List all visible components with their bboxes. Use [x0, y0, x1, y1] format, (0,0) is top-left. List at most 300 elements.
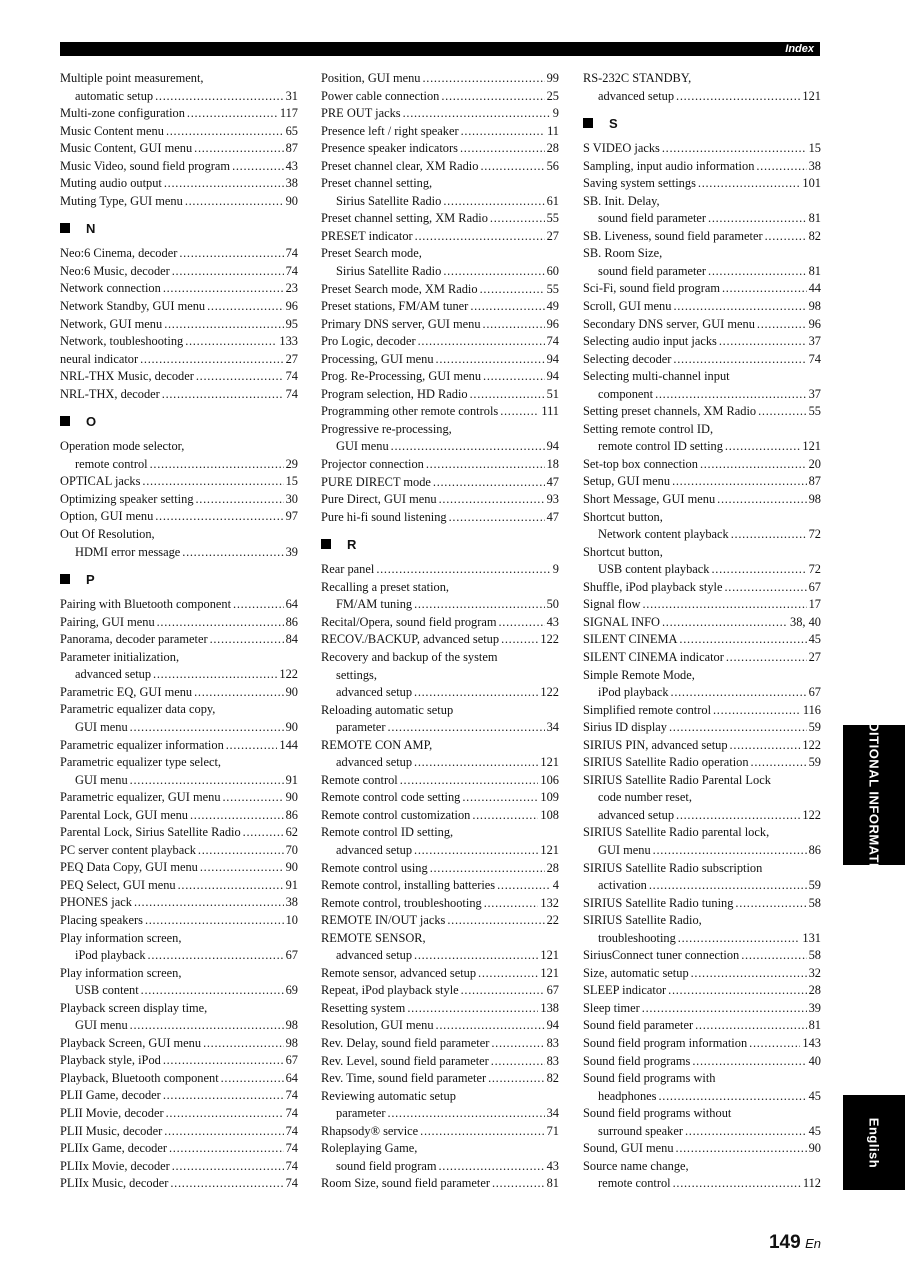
dot-leader — [426, 456, 545, 474]
entry-text: OPTICAL jacks — [60, 474, 141, 489]
index-entry — [321, 438, 559, 456]
dot-leader — [414, 754, 538, 772]
entry-text: advanced setup — [336, 948, 413, 963]
dot-leader — [725, 579, 807, 597]
entry-page: 83 — [546, 1035, 559, 1050]
entry-page: 64 — [285, 1070, 298, 1085]
dot-leader — [182, 544, 283, 562]
entry-page: 90 — [285, 790, 298, 805]
entry-text: Sound field programs with — [583, 1071, 716, 1086]
entry-page: 87 — [285, 141, 298, 156]
index-entry — [321, 263, 559, 281]
entry-text: remote control — [75, 456, 148, 471]
index-entry — [583, 895, 821, 913]
square-bullet-icon — [60, 574, 70, 584]
index-entry — [583, 298, 821, 316]
entry-page: 37 — [808, 386, 821, 401]
index-entry — [321, 930, 559, 948]
dot-leader — [243, 824, 284, 842]
entry-page: 94 — [546, 351, 559, 366]
index-entry — [583, 526, 821, 544]
dot-leader — [501, 631, 538, 649]
index-entry — [583, 473, 821, 491]
entry-page: 38 — [808, 158, 821, 173]
entry-text: Setup, GUI menu — [583, 474, 671, 489]
index-entry — [583, 421, 821, 439]
index-entry — [321, 1123, 559, 1141]
index-entry — [321, 1158, 559, 1176]
index-entry — [583, 860, 821, 878]
dot-leader — [203, 1035, 284, 1053]
entry-text: Sirius ID display — [583, 720, 667, 735]
entry-page: 83 — [546, 1053, 559, 1068]
entry-text: Rear panel — [321, 562, 375, 577]
entry-text: Play information screen, — [60, 965, 182, 980]
index-entry — [583, 210, 821, 228]
index-entry — [321, 719, 559, 737]
dot-leader — [157, 614, 284, 632]
index-entry — [321, 298, 559, 316]
index-entry — [321, 210, 559, 228]
index-entry — [321, 509, 559, 527]
entry-text: Reloading automatic setup — [321, 702, 454, 717]
entry-text: PEQ Select, GUI menu — [60, 877, 176, 892]
entry-text: Position, GUI menu — [321, 71, 421, 85]
index-entry — [321, 614, 559, 632]
entry-page: 132 — [540, 895, 559, 910]
section-letter: S — [609, 115, 618, 131]
index-entry — [60, 1000, 298, 1018]
entry-text: Preset channel setting, XM Radio — [321, 211, 488, 226]
entry-text: Recovery and backup of the system — [321, 649, 498, 664]
entry-page: 82 — [808, 228, 821, 243]
entry-text: Remote sensor, advanced setup — [321, 965, 477, 980]
entry-text: Prog. Re-Processing, GUI menu — [321, 369, 482, 384]
entry-page: 28 — [546, 860, 559, 875]
entry-text: automatic setup — [75, 88, 154, 103]
entry-page: 112 — [802, 1176, 821, 1191]
entry-text: REMOTE SENSOR, — [321, 930, 426, 945]
index-entry — [321, 982, 559, 1000]
entry-page: 55 — [546, 211, 559, 226]
entry-text: Network content playback — [598, 527, 729, 542]
index-entry — [321, 965, 559, 983]
entry-text: Repeat, iPod playback style — [321, 983, 459, 998]
entry-page: 58 — [808, 948, 821, 963]
index-entry — [583, 965, 821, 983]
entry-page: 45 — [808, 632, 821, 647]
index-entry — [583, 684, 821, 702]
dot-leader — [163, 1052, 284, 1070]
entry-page: 67 — [808, 579, 821, 594]
index-entry — [583, 1070, 821, 1088]
dot-leader — [130, 772, 284, 790]
entry-page: 74 — [546, 334, 559, 349]
index-entry — [321, 421, 559, 439]
entry-page: 94 — [546, 439, 559, 454]
dot-leader — [488, 1070, 545, 1088]
index-entry — [321, 140, 559, 158]
entry-text: headphones — [598, 1088, 657, 1103]
dot-leader — [655, 386, 807, 404]
dot-leader — [712, 561, 807, 579]
entry-page: 34 — [546, 1106, 559, 1121]
index-entry — [583, 877, 821, 895]
entry-text: SB. Liveness, sound field parameter — [583, 228, 763, 243]
entry-page: 67 — [285, 948, 298, 963]
dot-leader — [400, 772, 539, 790]
dot-leader — [691, 965, 807, 983]
dot-leader — [163, 280, 284, 298]
dot-leader — [134, 894, 284, 912]
entry-text: Setting preset channels, XM Radio — [583, 404, 757, 419]
entry-text: parameter — [336, 1106, 386, 1121]
entry-page: 98 — [808, 299, 821, 314]
entry-text: Music Video, sound field program — [60, 158, 231, 173]
dot-leader — [148, 947, 284, 965]
entry-page: 30 — [285, 491, 298, 506]
dot-leader — [449, 509, 545, 527]
entry-page: 27 — [808, 649, 821, 664]
dot-leader — [172, 263, 284, 281]
entry-page: 94 — [546, 1018, 559, 1033]
entry-text: PRE OUT jacks — [321, 106, 401, 121]
index-entry — [321, 1035, 559, 1053]
index-entry — [583, 596, 821, 614]
index-entry — [321, 193, 559, 211]
dot-leader — [438, 1158, 544, 1176]
entry-page: 91 — [285, 877, 298, 892]
entry-page: 96 — [546, 316, 559, 331]
dot-leader — [166, 123, 284, 141]
square-bullet-icon — [60, 223, 70, 233]
page-number — [769, 1232, 821, 1254]
index-entry — [60, 824, 298, 842]
index-entry — [60, 684, 298, 702]
entry-text: Reviewing automatic setup — [321, 1088, 456, 1103]
index-entry — [60, 456, 298, 474]
dot-leader — [185, 333, 277, 351]
entry-text: Sound field programs without — [583, 1106, 732, 1121]
index-entry — [321, 579, 559, 597]
index-entry — [60, 666, 298, 684]
entry-text: PC server content playback — [60, 842, 196, 857]
section-heading — [321, 535, 559, 553]
index-entry — [583, 333, 821, 351]
dot-leader — [735, 895, 806, 913]
entry-text: remote control — [598, 1176, 671, 1191]
index-entry — [60, 263, 298, 281]
entry-page: 111 — [541, 404, 559, 419]
entry-text: Source name change, — [583, 1158, 689, 1173]
dot-leader — [741, 947, 806, 965]
index-entry — [60, 1158, 298, 1176]
index-entry — [583, 280, 821, 298]
entry-text: Parameter initialization, — [60, 649, 180, 664]
entry-page: 93 — [546, 492, 559, 507]
entry-text: Signal flow — [583, 597, 641, 612]
dot-leader — [668, 982, 806, 1000]
dot-leader — [478, 965, 538, 983]
entry-page: 91 — [285, 772, 298, 787]
entry-text: Parametric equalizer data copy, — [60, 702, 216, 717]
index-entry — [60, 842, 298, 860]
dot-leader — [673, 351, 806, 369]
entry-text: sound field program — [336, 1158, 437, 1173]
index-entry — [321, 228, 559, 246]
entry-text: parameter — [336, 720, 386, 735]
dot-leader — [462, 789, 538, 807]
entry-page: 59 — [808, 720, 821, 735]
entry-page: 62 — [285, 825, 298, 840]
entry-text: Sirius Satellite Radio — [336, 264, 442, 279]
dot-leader — [662, 140, 807, 158]
entry-text: Projector connection — [321, 457, 424, 472]
entry-text: Preset Search mode, — [321, 246, 422, 261]
entry-text: Rev. Level, sound field parameter — [321, 1053, 489, 1068]
entry-page: 82 — [546, 1071, 559, 1086]
entry-text: Muting audio output — [60, 176, 162, 191]
index-entry — [583, 88, 821, 106]
entry-text: Remote control, installing batteries — [321, 878, 496, 893]
entry-page: 11 — [547, 123, 559, 138]
index-entry — [583, 807, 821, 825]
entry-text: GUI menu — [75, 719, 128, 734]
index-entry — [60, 1105, 298, 1123]
entry-page: 121 — [540, 948, 559, 963]
entry-text: Room Size, sound field parameter — [321, 1176, 490, 1191]
index-entry — [583, 351, 821, 369]
index-entry — [321, 351, 559, 369]
index-entry — [321, 912, 559, 930]
dot-leader — [480, 281, 545, 299]
dot-leader — [403, 105, 551, 123]
entry-text: Pure hi-fi sound listening — [321, 509, 447, 524]
entry-text: RECOV./BACKUP, advanced setup — [321, 632, 500, 647]
index-entry — [60, 508, 298, 526]
index-entry — [321, 842, 559, 860]
dot-leader — [672, 473, 807, 491]
additional-information-label: ADDITIONAL INFORMATION — [866, 702, 882, 888]
english-label: English — [866, 1117, 882, 1168]
entry-text: NRL-THX, decoder — [60, 386, 160, 401]
dot-leader — [207, 298, 284, 316]
index-entry — [321, 596, 559, 614]
dot-leader — [172, 1158, 284, 1176]
entry-page: 90 — [285, 860, 298, 875]
dot-leader — [162, 386, 284, 404]
entry-text: Presence speaker indicators — [321, 141, 458, 156]
entry-page: 25 — [546, 88, 559, 103]
entry-text: Rev. Time, sound field parameter — [321, 1071, 487, 1086]
entry-page: 43 — [285, 158, 298, 173]
entry-page: 87 — [808, 474, 821, 489]
dot-leader — [756, 158, 806, 176]
entry-text: PLIIx Game, decoder — [60, 1141, 167, 1156]
index-entry — [321, 245, 559, 263]
entry-page: 47 — [546, 509, 559, 524]
section-letter: O — [86, 413, 97, 429]
entry-text: Remote control, troubleshooting — [321, 895, 482, 910]
entry-text: Setting remote control ID, — [583, 421, 714, 436]
index-entry — [583, 491, 821, 509]
entry-page: 59 — [808, 755, 821, 770]
entry-text: Sound field programs — [583, 1053, 691, 1068]
entry-page: 58 — [808, 895, 821, 910]
index-entry — [321, 895, 559, 913]
dot-leader — [153, 666, 277, 684]
index-entry — [321, 947, 559, 965]
index-entry — [60, 473, 298, 491]
entry-page: 74 — [285, 263, 298, 278]
entry-text: GUI menu — [336, 439, 389, 454]
entry-page: 116 — [802, 702, 821, 717]
entry-page: 39 — [285, 544, 298, 559]
index-entry — [321, 1175, 559, 1193]
dot-leader — [695, 1017, 807, 1035]
entry-text: Music Content, GUI menu — [60, 141, 193, 156]
dot-leader — [441, 88, 544, 106]
index-entry — [60, 245, 298, 263]
additional-information-tab — [843, 702, 905, 888]
entry-page: 45 — [808, 1123, 821, 1138]
dot-leader — [730, 737, 801, 755]
entry-text: advanced setup — [336, 685, 413, 700]
entry-page: 144 — [279, 737, 298, 752]
entry-page: 96 — [285, 299, 298, 314]
index-column-2 — [321, 70, 559, 1193]
entry-text: Placing speakers — [60, 912, 143, 927]
entry-page: 84 — [285, 632, 298, 647]
entry-text: SIGNAL INFO — [583, 614, 660, 629]
entry-text: Programming other remote controls — [321, 404, 499, 419]
entry-text: Program selection, HD Radio — [321, 386, 468, 401]
english-tab — [843, 1095, 905, 1190]
entry-text: SILENT CINEMA — [583, 632, 678, 647]
entry-page: 67 — [546, 983, 559, 998]
dot-leader — [470, 386, 545, 404]
entry-text: SiriusConnect tuner connection — [583, 948, 740, 963]
entry-text: Preset channel setting, — [321, 176, 433, 191]
dot-leader — [190, 807, 284, 825]
entry-page: 74 — [285, 386, 298, 401]
dot-leader — [155, 508, 283, 526]
entry-page: 38 — [285, 895, 298, 910]
index-entry — [583, 544, 821, 562]
entry-page: 122 — [802, 807, 821, 822]
entry-page: 106 — [540, 772, 559, 787]
entry-page: 122 — [540, 632, 559, 647]
entry-text: Network, GUI menu — [60, 316, 163, 331]
dot-leader — [483, 368, 545, 386]
index-entry — [583, 789, 821, 807]
entry-page: 43 — [546, 1158, 559, 1173]
entry-page: 17 — [808, 597, 821, 612]
dot-leader — [170, 1175, 283, 1193]
entry-text: Resolution, GUI menu — [321, 1018, 434, 1033]
entry-text: Playback style, iPod — [60, 1053, 161, 1068]
dot-leader — [226, 737, 278, 755]
index-entry — [583, 386, 821, 404]
entry-text: advanced setup — [598, 88, 675, 103]
section-heading — [60, 570, 298, 588]
dot-leader — [422, 70, 544, 88]
index-entry — [60, 912, 298, 930]
dot-leader — [388, 1105, 545, 1123]
entry-page: 122 — [802, 737, 821, 752]
entry-page: 56 — [546, 158, 559, 173]
entry-text: NRL-THX Music, decoder — [60, 369, 194, 384]
dot-leader — [497, 877, 551, 895]
index-entry — [583, 316, 821, 334]
entry-page: 117 — [279, 106, 298, 121]
dot-leader — [460, 140, 545, 158]
entry-text: Pro Logic, decoder — [321, 334, 416, 349]
section-letter: P — [86, 571, 95, 587]
index-column-3 — [583, 70, 821, 1193]
entry-page: 28 — [546, 141, 559, 156]
entry-text: Parametric EQ, GUI menu — [60, 684, 193, 699]
index-entry — [321, 386, 559, 404]
index-entry — [583, 1175, 821, 1193]
dot-leader — [491, 1053, 545, 1071]
entry-text: Parental Lock, GUI menu — [60, 807, 188, 822]
entry-page: 27 — [285, 351, 298, 366]
index-entry — [583, 947, 821, 965]
index-entry — [321, 1140, 559, 1158]
index-entry — [60, 894, 298, 912]
entry-page: 38, 40 — [790, 614, 821, 629]
index-entry — [60, 965, 298, 983]
index-entry — [321, 88, 559, 106]
index-entry — [321, 1070, 559, 1088]
entry-text: SIRIUS Satellite Radio operation — [583, 755, 749, 770]
entry-text: Sleep timer — [583, 1000, 640, 1015]
index-entry — [60, 719, 298, 737]
entry-text: Sound field program information — [583, 1035, 748, 1050]
entry-text: REMOTE IN/OUT jacks — [321, 913, 446, 928]
index-entry — [321, 123, 559, 141]
index-entry — [321, 1088, 559, 1106]
dot-leader — [223, 789, 284, 807]
index-column-1 — [60, 70, 298, 1193]
index-entry — [60, 491, 298, 509]
index-entry — [583, 1000, 821, 1018]
dot-leader — [233, 596, 284, 614]
entry-text: Rhapsody® service — [321, 1123, 419, 1138]
entry-text: Multi-zone configuration — [60, 106, 185, 121]
index-entry — [60, 175, 298, 193]
index-entry — [583, 1123, 821, 1141]
dot-leader — [679, 631, 806, 649]
dot-leader — [659, 1088, 807, 1106]
dot-leader — [185, 193, 284, 211]
dot-leader — [757, 316, 807, 334]
dot-leader — [758, 403, 807, 421]
dot-leader — [439, 491, 545, 509]
entry-page: 121 — [802, 88, 821, 103]
entry-text: USB content — [75, 983, 139, 998]
index-entry — [583, 1017, 821, 1035]
entry-page: 81 — [808, 211, 821, 226]
index-entry — [60, 70, 298, 88]
entry-page: 51 — [546, 386, 559, 401]
index-entry — [583, 509, 821, 527]
entry-text: Playback Screen, GUI menu — [60, 1035, 202, 1050]
entry-text: Processing, GUI menu — [321, 351, 434, 366]
dot-leader — [480, 158, 544, 176]
entry-text: Simple Remote Mode, — [583, 667, 695, 682]
